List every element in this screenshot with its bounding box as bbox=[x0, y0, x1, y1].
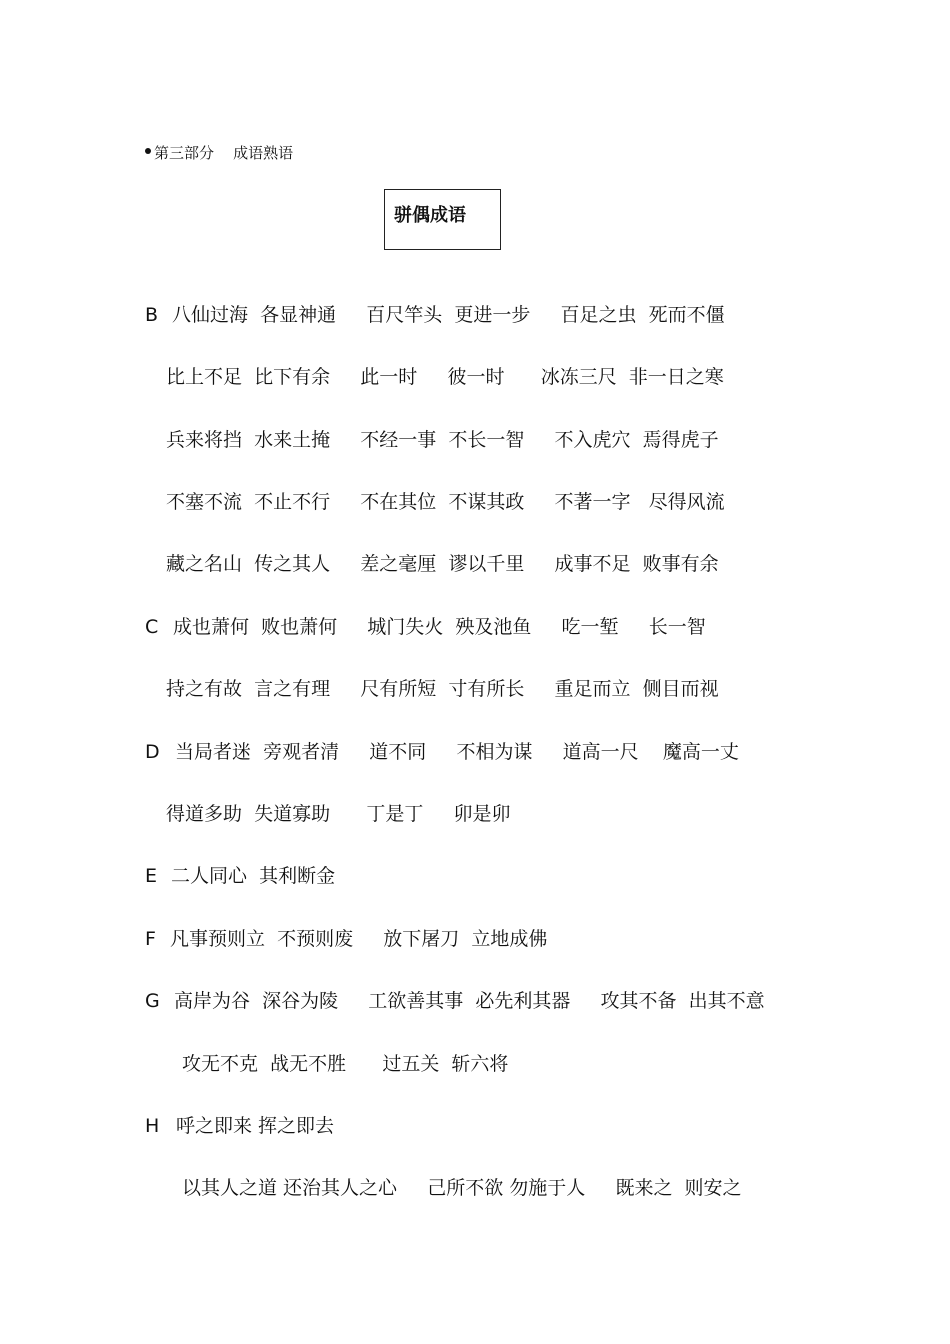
idiom-row: 成也萧何 败也萧何 城门失火 殃及池鱼 吃一堑 长一智 bbox=[173, 616, 706, 638]
section-header-text: 第三部分 成语熟语 bbox=[154, 144, 294, 162]
section-header bbox=[145, 143, 293, 163]
idiom-row: 呼之即来 挥之即去 bbox=[176, 1115, 335, 1137]
idiom-row: 持之有故 言之有理 尺有所短 寸有所长 重足而立 侧目而视 bbox=[166, 678, 719, 700]
idiom-row: 藏之名山 传之其人 差之毫厘 谬以千里 成事不足 败事有余 bbox=[166, 553, 719, 575]
idiom-row: 不塞不流 不止不行 不在其位 不谋其政 不著一字 尽得风流 bbox=[166, 491, 725, 513]
title-box bbox=[384, 189, 501, 250]
idiom-row: 高岸为谷 深谷为陵 工欲善其事 必先利其器 攻其不备 出其不意 bbox=[174, 990, 765, 1012]
bullet-icon bbox=[145, 148, 151, 154]
idiom-row: 攻无不克 战无不胜 过五关 斩六将 bbox=[182, 1053, 509, 1075]
idiom-row: 以其人之道 还治其人之心 己所不欲 勿施于人 既来之 则安之 bbox=[182, 1177, 742, 1199]
box-title: 骈偶成语 bbox=[394, 205, 466, 226]
letter-d: D bbox=[145, 741, 160, 763]
idiom-row: 八仙过海 各显神通 百尺竿头 更进一步 百足之虫 死而不僵 bbox=[172, 304, 725, 326]
idiom-row: 得道多助 失道寡助 丁是丁 卯是卯 bbox=[166, 803, 511, 825]
letter-f: F bbox=[145, 928, 156, 950]
idiom-row: 比上不足 比下有余 此一时 彼一时 冰冻三尺 非一日之寒 bbox=[166, 366, 724, 388]
idiom-row: 当局者迷 旁观者清 道不同 不相为谋 道高一尺 魔高一丈 bbox=[175, 741, 739, 763]
idiom-row: 凡事预则立 不预则废 放下屠刀 立地成佛 bbox=[170, 928, 548, 950]
letter-c: C bbox=[145, 616, 159, 638]
idiom-row: 二人同心 其利断金 bbox=[171, 865, 336, 887]
letter-g: G bbox=[145, 990, 160, 1012]
idiom-row: 兵来将挡 水来土掩 不经一事 不长一智 不入虎穴 焉得虎子 bbox=[166, 429, 719, 451]
letter-e: E bbox=[145, 865, 158, 887]
letter-b: B bbox=[145, 304, 159, 326]
letter-h: H bbox=[145, 1115, 160, 1137]
